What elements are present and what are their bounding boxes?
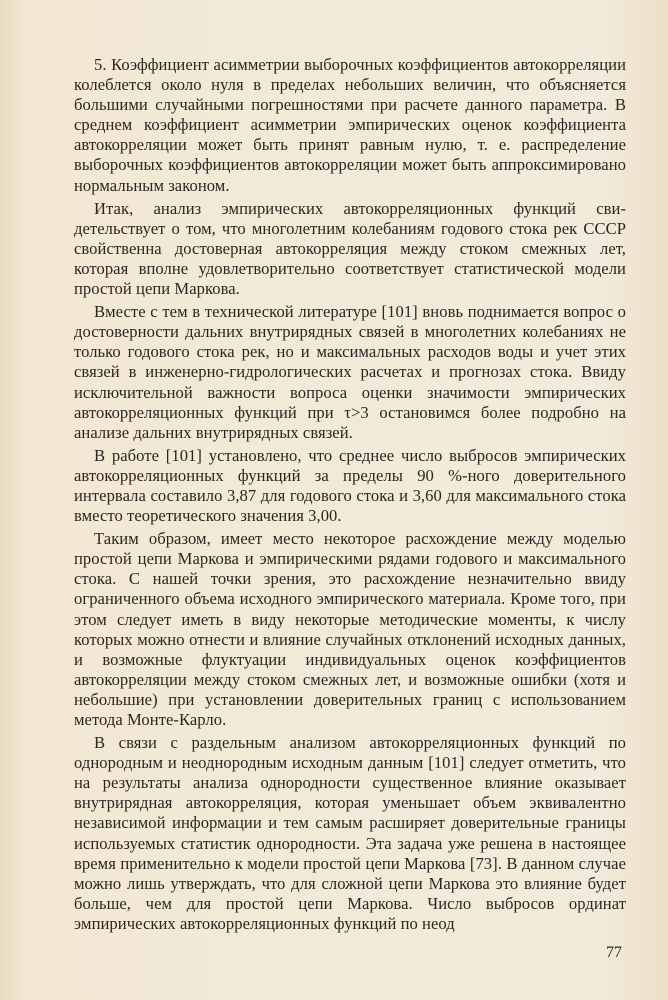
paragraph: Вместе с тем в технической литературе [101] вновь поднимается вопрос о достоверности дальних внутрирядных связей в многолетних колебаниях не только годового стока рек, но и максимальных расходов воды и учет этих связей в инженерно-гидрологических расчетах и прогнозах стока. Ввиду исключительной важности вопроса оценки значимости эмпирических автокорреляционных функций при τ>3 остановимся более подробно на анализе дальних внутрирядных связей. [74, 302, 626, 442]
paragraph: Таким образом, имеет место некоторое расхождение между моделью простой цепи Маркова и эмпирическими рядами годового и максимального стока. С нашей точки зрения, это расхождение незначительно ввиду ограниченного объема исходного эмпирического материала. Кроме того, при этом следует иметь в виду некоторые методические моменты, к числу которых можно отнести и влияние случайных отклонений исходных данных, и возможные флуктуации индивидуальных оценок коэффициентов автокорреляции между стоком смежных лет, и возможные ошибки (хотя и небольшие) при установлении доверительных границ с использованием метода Монте-Карло. [74, 529, 626, 729]
page-text [74, 55, 626, 937]
paragraph: В связи с раздельным анализом автокорреляционных функций по однородным и неоднородным исходным данным [101] следует отметить, что на результаты анализа однородности существенное влияние оказывает внутрирядная автокорреляция, которая уменьшает объем эквивалентно независимой информации и тем самым расширяет доверительные границы используемых статистик однородности. Эта задача уже решена в настоящее время применительно к модели простой цепи Маркова [73]. В данном случае можно лишь утверждать, что для сложной цепи Маркова это влияние будет больше, чем для простой цепи Маркова. Число выбросов ординат эмпирических автокорреляционных функций по неод [74, 733, 626, 933]
paragraph: В работе [101] установлено, что среднее число выбросов эмпирических автокорреляционных функций за пределы 90 %-ного доверительного интервала составило 3,87 для годового стока и 3,60 для максимального стока вместо теоретического значения 3,00. [74, 445, 626, 526]
page-number: 77 [606, 944, 622, 961]
paragraph: 5. Коэффициент асимметрии выборочных коэффициентов автокорреляции колеблется около нуля в пределах небольших величин, что объясняется большими случайными погрешностями при расчете данного параметра. В среднем коэффициент асимметрии эмпирических оценок коэффициента автокорреляции может быть принят равным нулю, т. е. распределение выборочных коэффициентов автокорреляции может быть аппроксимировано нормальным законом. [74, 55, 626, 195]
paragraph: Итак, анализ эмпирических автокорреляционных функций свидетельствует о том, что многолетним колебаниям годового стока рек СССР свойственна достоверная автокорреляция между стоком смежных лет, которая вполне удовлетворительно соответствует статистической модели простой цепи Маркова. [74, 198, 626, 299]
